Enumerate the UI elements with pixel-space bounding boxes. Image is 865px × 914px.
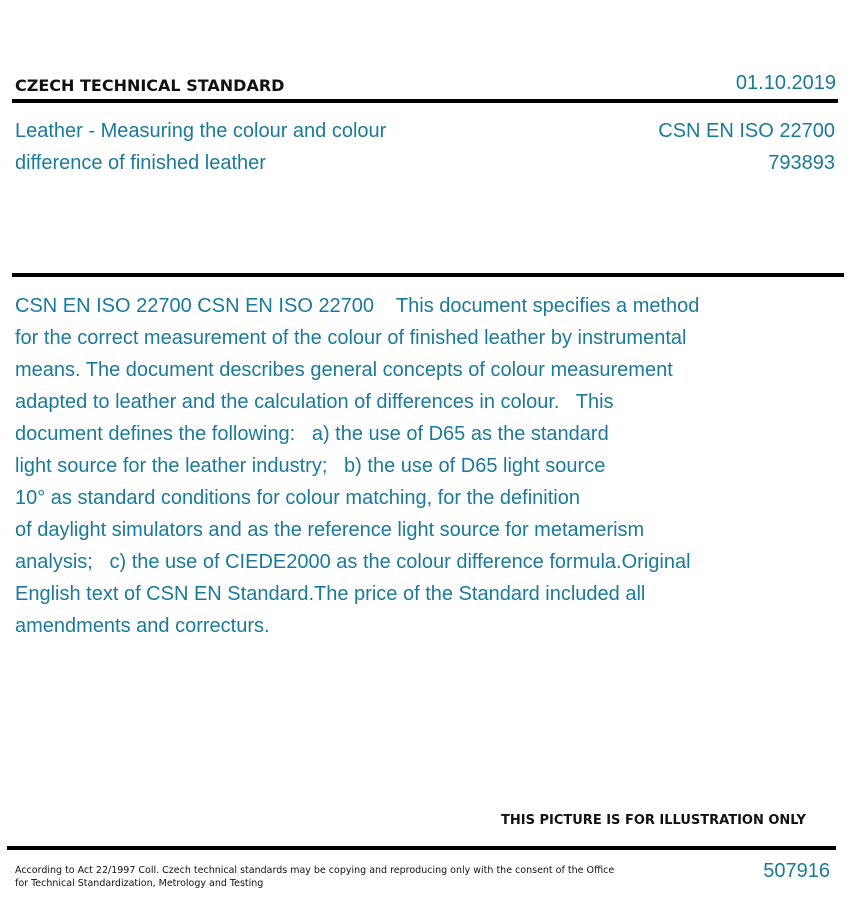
document-description: [15, 290, 775, 642]
section-divider: [12, 273, 844, 277]
description-line: for the correct measurement of the colour of finished leather by instrumental: [15, 327, 687, 349]
copyright-notice-line: According to Act 22/1997 Coll. Czech technical standards may be copying and reproducing only with the consent of the Office: [15, 865, 615, 876]
document-title: [15, 115, 495, 179]
description-line: English text of CSN EN Standard.The price of the Standard included all: [15, 583, 646, 605]
document-title-line: Leather - Measuring the colour and colour: [15, 120, 387, 142]
illustration-disclaimer: THIS PICTURE IS FOR ILLUSTRATION ONLY: [501, 813, 806, 828]
standard-code: CSN EN ISO 22700: [658, 120, 835, 142]
document-title-line: difference of finished leather: [15, 152, 266, 174]
publication-date: 01.10.2019: [735, 72, 836, 94]
description-line: CSN EN ISO 22700 CSN EN ISO 22700 This document specifies a method: [15, 295, 700, 317]
description-line: means. The document describes general concepts of colour measurement: [15, 359, 673, 381]
product-code: 507916: [763, 860, 830, 882]
copyright-notice-line: for Technical Standardization, Metrology and Testing: [15, 878, 264, 889]
standard-type-label: CZECH TECHNICAL STANDARD: [15, 76, 285, 95]
description-line: document defines the following: a) the use of D65 as the standard: [15, 423, 609, 445]
description-line: 10° as standard conditions for colour matching, for the definition: [15, 487, 580, 509]
description-line: of daylight simulators and as the reference light source for metamerism: [15, 519, 645, 541]
description-line: amendments and correcturs.: [15, 615, 270, 637]
document-codes: [658, 115, 835, 179]
header-divider: [12, 99, 838, 103]
footer-divider: [7, 846, 836, 850]
copyright-notice: [15, 864, 615, 890]
catalog-number: 793893: [768, 152, 835, 174]
description-line: light source for the leather industry; b) the use of D65 light source: [15, 455, 606, 477]
description-line: adapted to leather and the calculation of differences in colour. This: [15, 391, 614, 413]
description-line: analysis; c) the use of CIEDE2000 as the colour difference formula.Original: [15, 551, 691, 573]
